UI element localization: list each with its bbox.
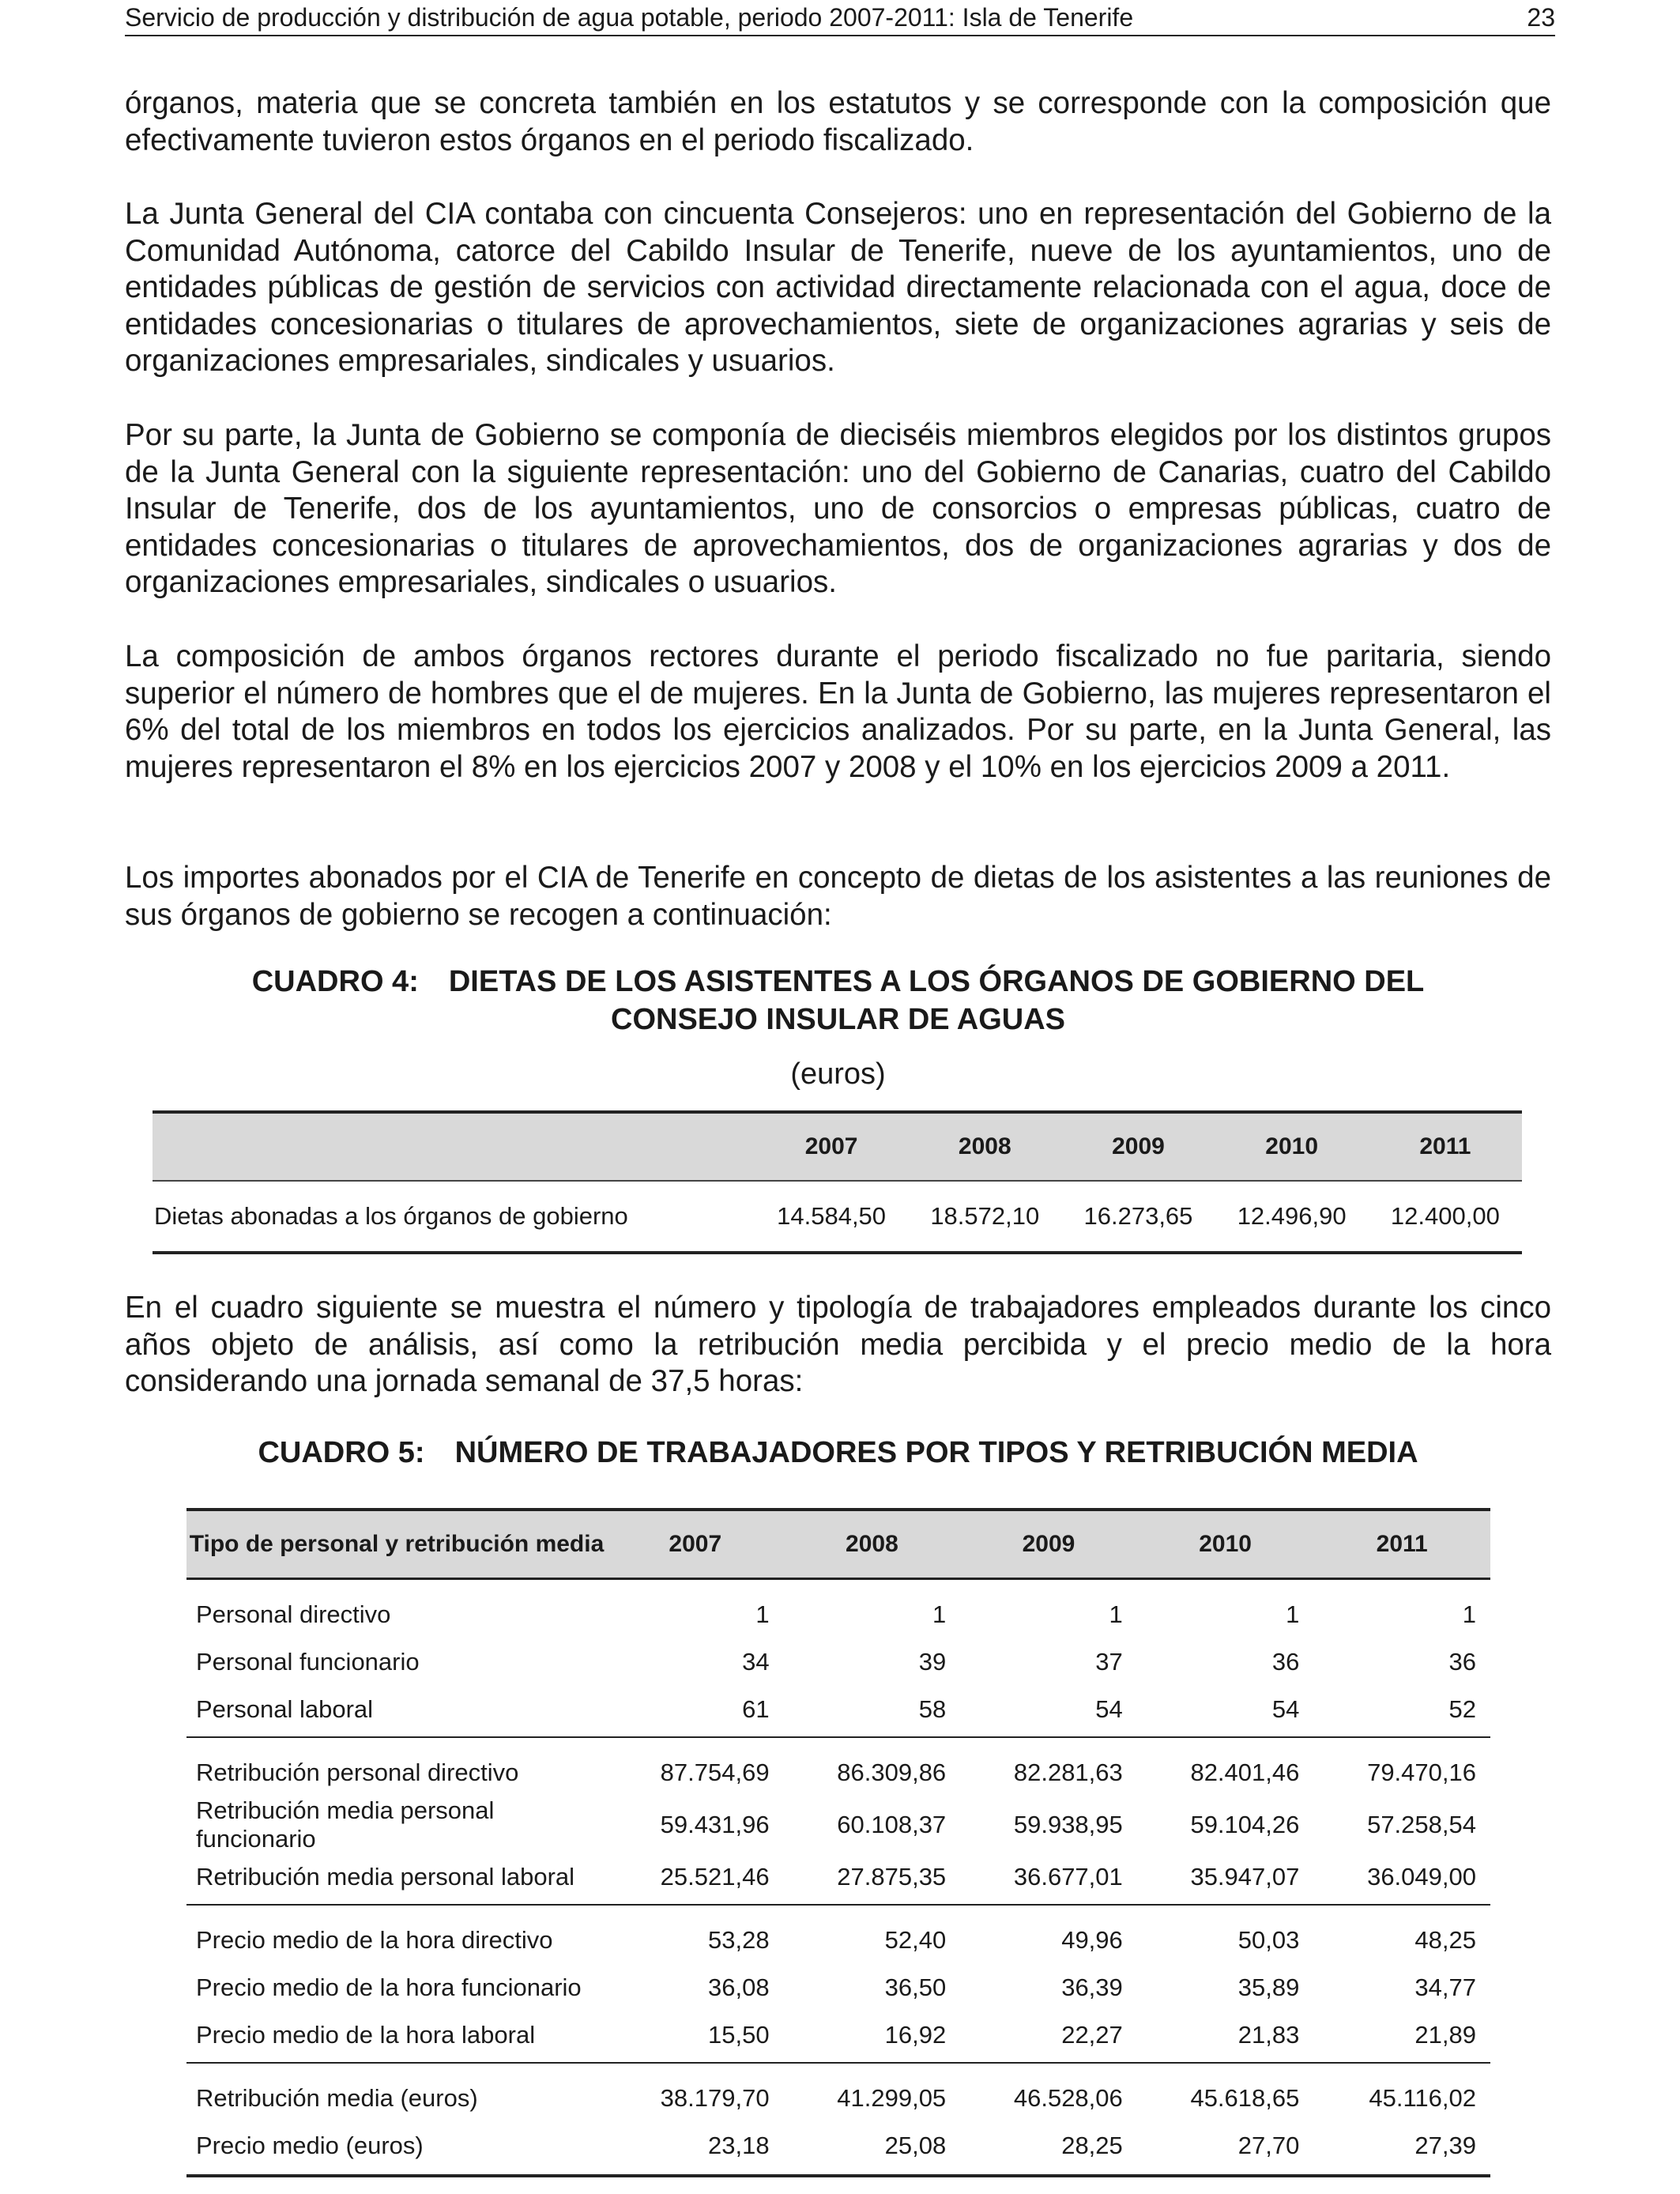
cuadro5-header-row [186,1510,1490,1579]
table-cell: 52 [1313,1686,1490,1737]
cuadro5-label: CUADRO 5: [258,1436,425,1469]
table-cell: 16.273,65 [1083,1202,1193,1230]
table-row [186,2122,1490,2176]
table-cell: 18.572,10 [930,1202,1040,1230]
table-cell: 1 [932,1600,947,1628]
table-cell: 21,89 [1313,2011,1490,2063]
table-cell: 39 [918,1648,947,1676]
table-row [186,1905,1490,1964]
table-cell: 59.938,95 [1013,1811,1123,1838]
cuadro5-year-2008: 2008 [784,1510,961,1579]
table-cell: 87.754,69 [660,1759,770,1786]
table-cell: 22,27 [960,2011,1137,2063]
cuadro4-caption [125,963,1551,1039]
table-cell: 27,70 [1237,2132,1300,2159]
table-row [186,1737,1490,1796]
table-cell: 37 [1095,1648,1123,1676]
table-cell: 50,03 [1237,1926,1300,1954]
table-cell: 82.401,46 [1190,1759,1300,1786]
row-label: Precio medio de la hora laboral [186,2011,607,2063]
table-cell: 23,18 [708,2132,770,2159]
row-label: Retribución media (euros) [196,2084,478,2112]
row-label: Retribución media personal funcionario [196,1796,495,1853]
table-cell: 38.179,70 [660,2084,770,2112]
cuadro5-year-2011: 2011 [1313,1510,1490,1579]
cuadro5-caption [125,1434,1551,1472]
table-cell: 36 [1271,1648,1300,1676]
table-cell: 25.521,46 [607,1853,784,1905]
table-cell: 1 [1286,1600,1300,1628]
table-cell: 35.947,07 [1137,1853,1314,1905]
table-cell: 16,92 [784,2011,961,2063]
cuadro4-row-label: Dietas abonadas a los órganos de gobierno [154,1202,628,1230]
table-cell: 1 [755,1600,770,1628]
row-label: Precio medio de la hora funcionario [196,1973,582,2001]
table-cell: 12.400,00 [1390,1202,1500,1230]
row-label: Retribución media personal laboral [186,1853,607,1905]
cuadro5-year-2009: 2009 [960,1510,1137,1579]
cuadro5-table [186,1508,1490,2177]
table-cell: 36 [1448,1648,1476,1676]
table-row [153,1181,1522,1253]
table-row [186,2011,1490,2063]
table-cell: 58 [784,1686,961,1737]
page-number: 23 [1527,3,1555,32]
row-label: Personal laboral [186,1686,607,1737]
cuadro4-header-blank [153,1112,755,1181]
table-cell: 14.584,50 [777,1202,887,1230]
cuadro5-year-2007: 2007 [607,1510,784,1579]
table-row [186,1638,1490,1686]
header-title: Servicio de producción y distribución de agua potable, periodo 2007-2011: Isla de Tenerife [125,3,1134,32]
row-label: Precio medio de la hora directivo [196,1926,553,1954]
cuadro5-body [186,1579,1490,2177]
table-cell: 45.618,65 [1190,2084,1300,2112]
table-cell: 60.108,37 [837,1811,947,1838]
cuadro4-table [153,1110,1522,1254]
cuadro5-header-label: Tipo de personal y retribución media [186,1510,607,1579]
table-row [186,1853,1490,1905]
row-label: Precio medio (euros) [196,2132,424,2159]
paragraph-1: órganos, materia que se concreta también en los estatutos y se corresponde con la composición que efectivamente tuvieron estos órganos en el periodo fiscalizado. [125,86,1551,157]
table-cell: 28,25 [1061,2132,1123,2159]
table-cell: 57.258,54 [1367,1811,1476,1838]
table-cell: 36,50 [884,1973,947,2001]
running-header [125,3,1555,35]
table-cell: 59.104,26 [1190,1811,1300,1838]
table-cell: 41.299,05 [837,2084,947,2112]
table-row [186,1686,1490,1737]
table-cell: 82.281,63 [1013,1759,1123,1786]
cuadro5-year-2010: 2010 [1137,1510,1314,1579]
cuadro4-year-2009: 2009 [1061,1112,1215,1181]
table-cell: 25,08 [884,2132,947,2159]
row-label: Personal directivo [196,1600,391,1628]
paragraph-2: La Junta General del CIA contaba con cincuenta Consejeros: uno en representación del Gobierno de la Comunidad Autónoma, catorce del Cabildo Insular de Tenerife, nueve de los ayuntamientos, uno de entidades públicas de gestión de servicios con actividad directamente relacionada con el agua, doce de entidades concesionarias o titulares de aprovechamientos, siete de organizaciones agrarias y seis de organizaciones empresariales, sindicales y usuarios. [125,197,1551,378]
cuadro4-title-line2: CONSEJO INSULAR DE AGUAS [611,1003,1065,1036]
paragraph-3: Por su parte, la Junta de Gobierno se componía de dieciséis miembros elegidos por los distintos grupos de la Junta General con la siguiente representación: uno del Gobierno de Canarias, cuatro del Cabildo Insular de Tenerife, dos de los ayuntamientos, uno de consorcios o empresas públicas, cuatro de entidades concesionarias o titulares de aprovechamientos, dos de organizaciones agrarias y dos de organizaciones empresariales, sindicales o usuarios. [125,418,1551,599]
table-cell: 52,40 [884,1926,947,1954]
row-label: Retribución personal directivo [196,1759,519,1786]
table-cell: 36,39 [1061,1973,1123,2001]
paragraph-4: La composición de ambos órganos rectores durante el periodo fiscalizado no fue paritaria, siendo superior el número de hombres que el de mujeres. En la Junta de Gobierno, las mujeres representaron el 6% del total de los miembros en todos los ejercicios analizados. Por su parte, en la Junta General, las mujeres representaron el 8% en los ejercicios 2007 y 2008 y el 10% en los ejercicios 2009 a 2011. [125,639,1551,784]
cuadro4-year-2007: 2007 [755,1112,908,1181]
table-row [186,2063,1490,2122]
table-cell: 35,89 [1237,1973,1300,2001]
table-cell: 86.309,86 [837,1759,947,1786]
cuadro4-year-2008: 2008 [908,1112,1061,1181]
paragraph-5: Los importes abonados por el CIA de Tenerife en concepto de dietas de los asistentes a las reuniones de sus órganos de gobierno se recogen a continuación: [125,861,1551,932]
table-cell: 12.496,90 [1237,1202,1347,1230]
table-cell: 1 [1109,1600,1123,1628]
cuadro4-year-2010: 2010 [1215,1112,1369,1181]
cuadro4-label: CUADRO 4: [251,965,419,998]
table-row [186,1796,1490,1853]
table-row [186,1964,1490,2011]
cuadro4-title-line1: DIETAS DE LOS ASISTENTES A LOS ÓRGANOS DE GOBIERNO DEL [448,965,1425,998]
table-cell: 49,96 [1061,1926,1123,1954]
cuadro4-caption-line1 [125,963,1551,1001]
row-label: Personal funcionario [196,1648,420,1676]
table-cell: 61 [607,1686,784,1737]
table-cell: 59.431,96 [660,1811,770,1838]
table-cell: 36.049,00 [1313,1853,1490,1905]
table-cell: 27.875,35 [784,1853,961,1905]
cuadro5-title: NÚMERO DE TRABAJADORES POR TIPOS Y RETRIBUCIÓN MEDIA [454,1436,1418,1469]
cuadro4-units: (euros) [790,1057,886,1091]
table-cell: 15,50 [607,2011,784,2063]
cuadro4-header-row [153,1112,1522,1181]
table-cell: 27,39 [1414,2132,1476,2159]
table-cell: 54 [960,1686,1137,1737]
table-cell: 34 [742,1648,770,1676]
cuadro4-year-2011: 2011 [1369,1112,1522,1181]
table-cell: 79.470,16 [1367,1759,1476,1786]
header-divider [125,35,1555,36]
table-cell: 46.528,06 [1013,2084,1123,2112]
table-cell: 1 [1462,1600,1476,1628]
table-cell: 21,83 [1137,2011,1314,2063]
table-cell: 36.677,01 [960,1853,1137,1905]
table-cell: 54 [1137,1686,1314,1737]
table-cell: 45.116,02 [1369,2084,1476,2112]
table-cell: 34,77 [1414,1973,1476,2001]
paragraph-6: En el cuadro siguiente se muestra el número y tipología de trabajadores empleados durante los cinco años objeto de análisis, así como la retribución media percibida y el precio medio de la hora considerando una jornada semanal de 37,5 horas: [125,1291,1551,1398]
table-cell: 48,25 [1414,1926,1476,1954]
table-cell: 53,28 [708,1926,770,1954]
table-row [186,1579,1490,1639]
table-cell: 36,08 [708,1973,770,2001]
